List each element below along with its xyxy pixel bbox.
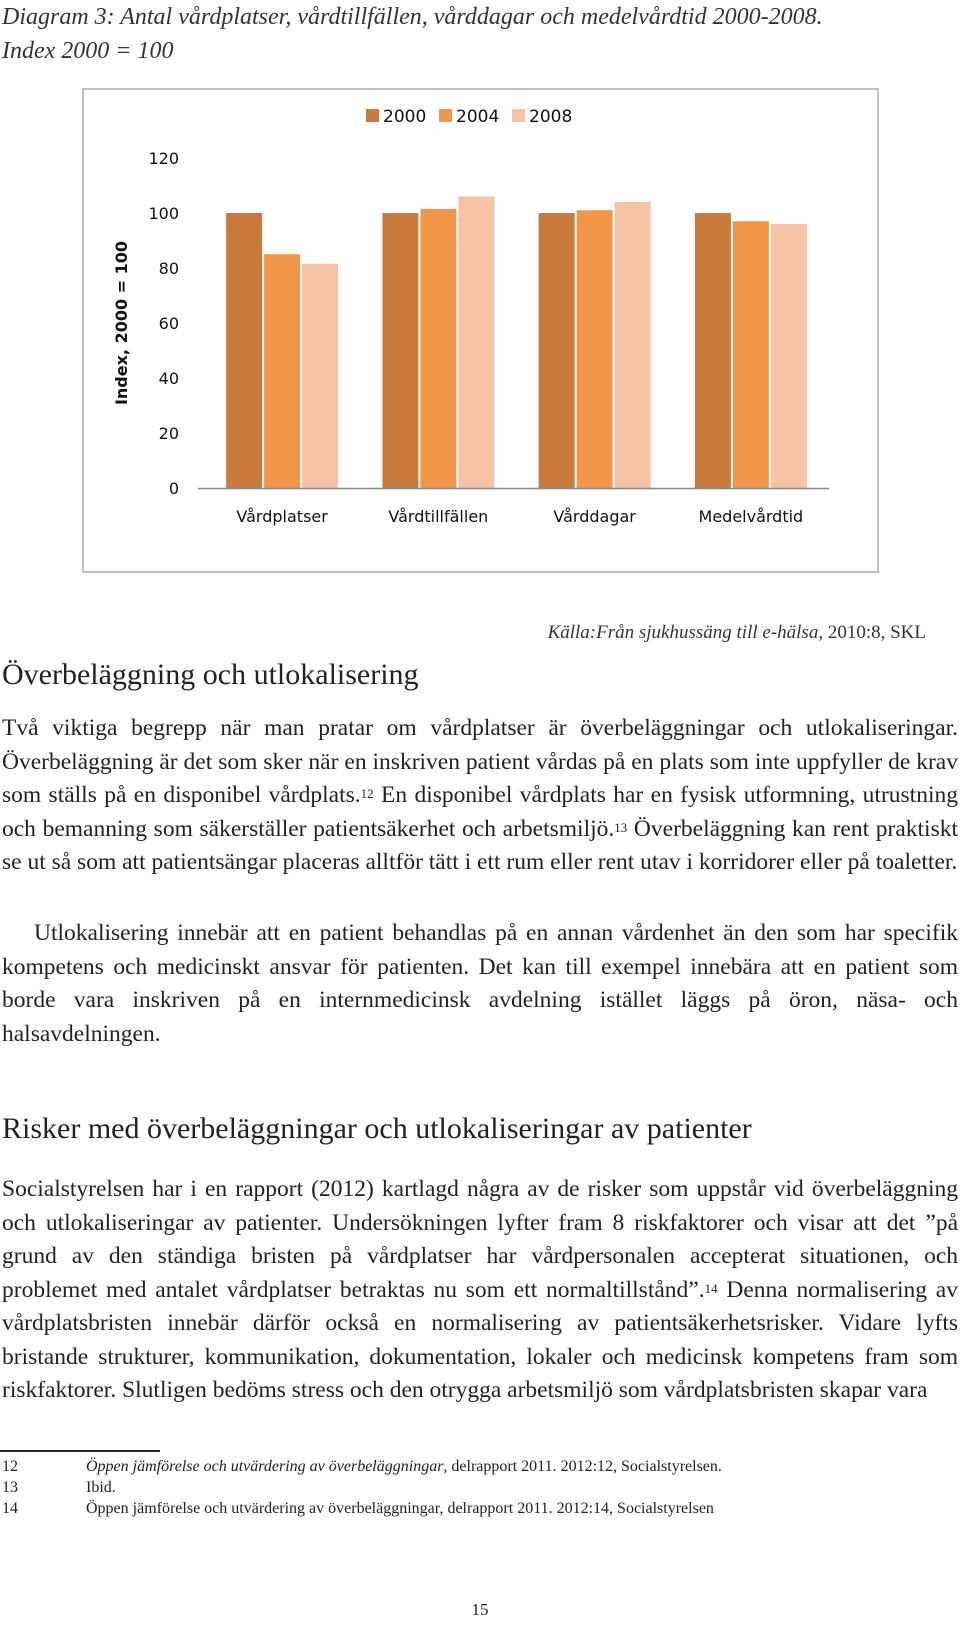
y-tick-label: 40 bbox=[158, 369, 179, 388]
bar-2004-1 bbox=[420, 209, 456, 488]
footnote-ref-13[interactable]: 13 bbox=[614, 819, 628, 835]
footnote-title: Öppen jämförelse och utvärdering av överbeläggningar bbox=[86, 1458, 444, 1475]
footnote-13 bbox=[2, 1478, 902, 1498]
y-tick-label: 100 bbox=[148, 204, 179, 223]
x-tick-label: Vårddagar bbox=[553, 507, 636, 526]
legend-swatch-2008 bbox=[512, 109, 525, 122]
bar-2000-3 bbox=[695, 213, 731, 488]
bar-2004-0 bbox=[264, 254, 300, 488]
y-tick-label: 20 bbox=[158, 424, 179, 443]
y-tick-label: 120 bbox=[148, 149, 179, 168]
bar-2000-1 bbox=[382, 213, 418, 488]
bar-2008-1 bbox=[458, 197, 494, 489]
bar-2004-3 bbox=[733, 221, 769, 488]
bar-2000-0 bbox=[226, 213, 262, 488]
paragraph-text: En disponibel vårdplats har en fysisk utformning, utrustning och bemanning som säkerställer patientsäkerhet och arbetsmiljö. bbox=[2, 782, 958, 842]
paragraph-text: Utlokalisering innebär att en patient behandlas på en annan vårdenhet än den som har specifik kompetens och medicinskt ansvar för patienten. Det kan till exempel innebära att en patient som borde vara inskriven på en internmedicinsk avdelning istället läggs på öron, näsa- och halsavdelningen. bbox=[2, 920, 958, 1047]
section-heading-overbelaggning: Överbeläggning och utlokalisering bbox=[2, 658, 419, 691]
legend-swatch-2004 bbox=[439, 109, 452, 122]
footnote-ref-12[interactable]: 12 bbox=[360, 786, 374, 801]
paragraph-text: Två viktiga begrepp när man pratar om vårdplatser är överbeläggningar och utlokaliseringar. Överbeläggning är det som sker när en inskriven patient vårdas på en plats som inte uppfyller de krav som ställs på en disponibel vårdplats. bbox=[2, 715, 958, 808]
bar-chart-svg bbox=[84, 90, 877, 571]
footnote-detail: Ibid. bbox=[86, 1479, 116, 1496]
footnote-number: 12 bbox=[2, 1458, 18, 1475]
caption-line-2: Index 2000 = 100 bbox=[2, 38, 174, 64]
diagram-caption bbox=[2, 0, 942, 68]
legend-label-2004: 2004 bbox=[456, 107, 500, 127]
footnote-12 bbox=[2, 1457, 902, 1477]
source-note bbox=[548, 622, 926, 644]
bar-2008-3 bbox=[771, 224, 807, 488]
y-tick-label: 60 bbox=[158, 314, 179, 333]
footnote-14 bbox=[2, 1499, 902, 1519]
footnote-ref-14[interactable]: 14 bbox=[704, 1280, 718, 1296]
source-detail: 2010:8, SKL bbox=[827, 622, 926, 643]
source-title: Källa:Från sjukhussäng till e-hälsa, bbox=[547, 622, 824, 643]
footnote-detail: , delrapport 2011. 2012:12, Socialstyrelsen. bbox=[443, 1458, 722, 1475]
footnote-number: 14 bbox=[2, 1500, 18, 1517]
bar-chart bbox=[82, 88, 879, 573]
paragraph-text: Denna normalisering av vårdplatsbristen innebär därför också en normalisering av patientsäkerhetsrisker. Vidare lyfts bristande strukturer, kommunikation, dokumentation, lokaler och medicinsk kompetens fram som riskfaktorer. Slutligen bedöms stress och den otrygga arbetsmiljö som vårdplatsbristen skapar vara bbox=[2, 1276, 958, 1403]
bar-2004-2 bbox=[577, 210, 613, 488]
footnote-detail: Öppen jämförelse och utvärdering av överbeläggningar, delrapport 2011. 2012:14, Socialstyrelsen bbox=[86, 1500, 714, 1517]
y-tick-label: 0 bbox=[168, 479, 179, 498]
paragraph-text: Socialstyrelsen har i en rapport (2012) kartlagd några av de risker som uppstår vid överbeläggning och utlokaliseringar av patienter. Undersökningen lyfter fram 8 riskfaktorer och visar att det ”på grund av den ständiga bristen på vårdplatser har vårdpersonalen accepterat situationen, och problemet med antalet vårdplatser betraktas nu som ett normaltillstånd”. bbox=[2, 1176, 958, 1303]
bar-2000-2 bbox=[539, 213, 575, 488]
legend-label-2008: 2008 bbox=[529, 107, 573, 127]
x-tick-label: Medelvårdtid bbox=[698, 507, 804, 526]
y-axis-title: Index, 2000 = 100 bbox=[112, 240, 131, 406]
x-tick-label: Vårdtillfällen bbox=[388, 507, 489, 526]
caption-line-1: Diagram 3: Antal vårdplatser, vårdtillfällen, vårddagar och medelvårdtid 2000-2008. bbox=[2, 4, 823, 30]
paragraph-text: Överbeläggning kan rent praktiskt se ut så som att patientsängar placeras alltför tätt i ett rum eller rent utav i korridorer eller på toaletter. bbox=[2, 815, 959, 875]
bar-2008-2 bbox=[615, 202, 651, 488]
legend-label-2000: 2000 bbox=[383, 107, 427, 127]
section-heading-risker: Risker med överbeläggningar och utlokaliseringar av patienter bbox=[2, 1112, 752, 1145]
paragraph-utlokalisering bbox=[2, 917, 958, 1051]
y-tick-label: 80 bbox=[158, 259, 179, 278]
legend-swatch-2000 bbox=[366, 109, 379, 122]
footnote-divider bbox=[0, 1450, 160, 1452]
page-number: 15 bbox=[471, 1600, 489, 1619]
paragraph-risker bbox=[2, 1173, 958, 1408]
x-tick-label: Vårdplatser bbox=[236, 507, 328, 526]
bar-2008-0 bbox=[302, 264, 338, 488]
footnote-number: 13 bbox=[2, 1479, 18, 1496]
paragraph-overbelaggning bbox=[2, 712, 958, 880]
